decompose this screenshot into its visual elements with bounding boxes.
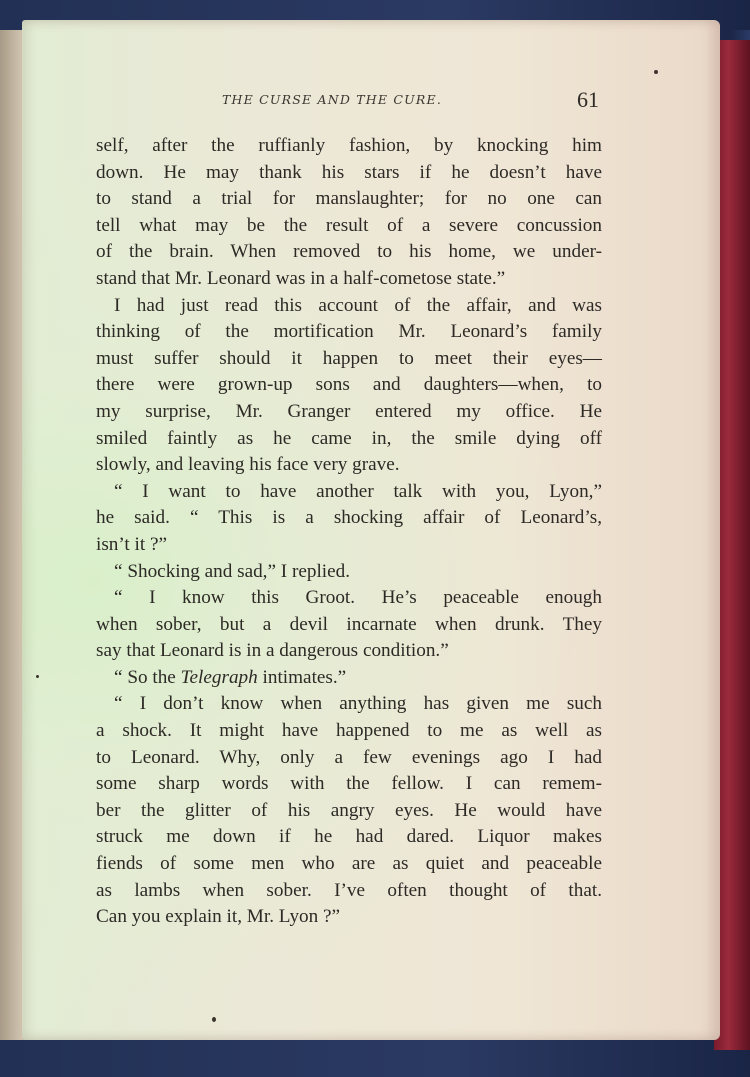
italic-title: Telegraph <box>180 666 258 688</box>
text-line: struck me down if he had dared. Liquor makes <box>96 826 602 848</box>
text-line: “ I know this Groot. He’s peaceable enough <box>114 587 602 609</box>
text-line: to Leonard. Why, only a few evenings ago I had <box>96 746 602 768</box>
text-line: tell what may be the result of a severe concussion <box>96 214 602 236</box>
text-line: stand that Mr. Leonard was in a half-cometose state.” <box>96 267 506 289</box>
body-text <box>96 133 602 931</box>
text-line: slowly, and leaving his face very grave. <box>96 454 400 476</box>
text-line: when sober, but a devil incarnate when drunk. They <box>96 613 602 635</box>
text-line: to stand a trial for manslaughter; for no one can <box>96 188 602 210</box>
text-line: down. He may thank his stars if he doesn’t have <box>96 161 602 183</box>
text-line <box>96 665 602 692</box>
text-line: ber the glitter of his angry eyes. He would have <box>96 799 602 821</box>
text-line: “ Shocking and sad,” I replied. <box>114 560 351 582</box>
text-line: say that Leonard is in a dangerous condition.” <box>96 640 449 662</box>
text-line: he said. “ This is a shocking affair of Leonard’s, <box>96 507 602 529</box>
text-line: I had just read this account of the affair, and was <box>114 294 602 316</box>
text-line-segment: “ So the <box>114 666 181 688</box>
text-line: Can you explain it, Mr. Lyon ?” <box>96 906 341 928</box>
text-line: isn’t it ?” <box>96 533 168 555</box>
text-line: there were grown-up sons and daughters—when, to <box>96 374 602 396</box>
ink-speck <box>36 675 39 678</box>
text-line: some sharp words with the fellow. I can remem- <box>96 773 602 795</box>
text-line: of the brain. When removed to his home, we under- <box>96 241 602 263</box>
text-line: “ I want to have another talk with you, Lyon,” <box>114 480 602 502</box>
text-line: must suffer should it happen to meet their eyes— <box>96 347 602 369</box>
text-line: smiled faintly as he came in, the smile dying off <box>96 427 602 449</box>
text-line: a shock. It might have happened to me as well as <box>96 720 602 742</box>
text-line-segment: intimates.” <box>257 666 347 688</box>
running-head <box>22 87 720 116</box>
text-line: as lambs when sober. I’ve often thought of that. <box>96 879 602 901</box>
ink-speck <box>212 1017 216 1022</box>
ink-speck <box>654 70 658 74</box>
text-line: thinking of the mortification Mr. Leonard’s family <box>96 321 602 343</box>
text-line: “ I don’t know when anything has given me such <box>114 693 602 715</box>
text-line: fiends of some men who are as quiet and peaceable <box>96 853 602 875</box>
running-head-title: THE CURSE AND THE CURE. <box>222 92 443 107</box>
book-page <box>22 20 720 1040</box>
page-number: 61 <box>577 87 599 112</box>
text-line: self, after the ruffianly fashion, by knocking him <box>96 135 602 156</box>
text-line: my surprise, Mr. Granger entered my office. He <box>96 400 602 422</box>
